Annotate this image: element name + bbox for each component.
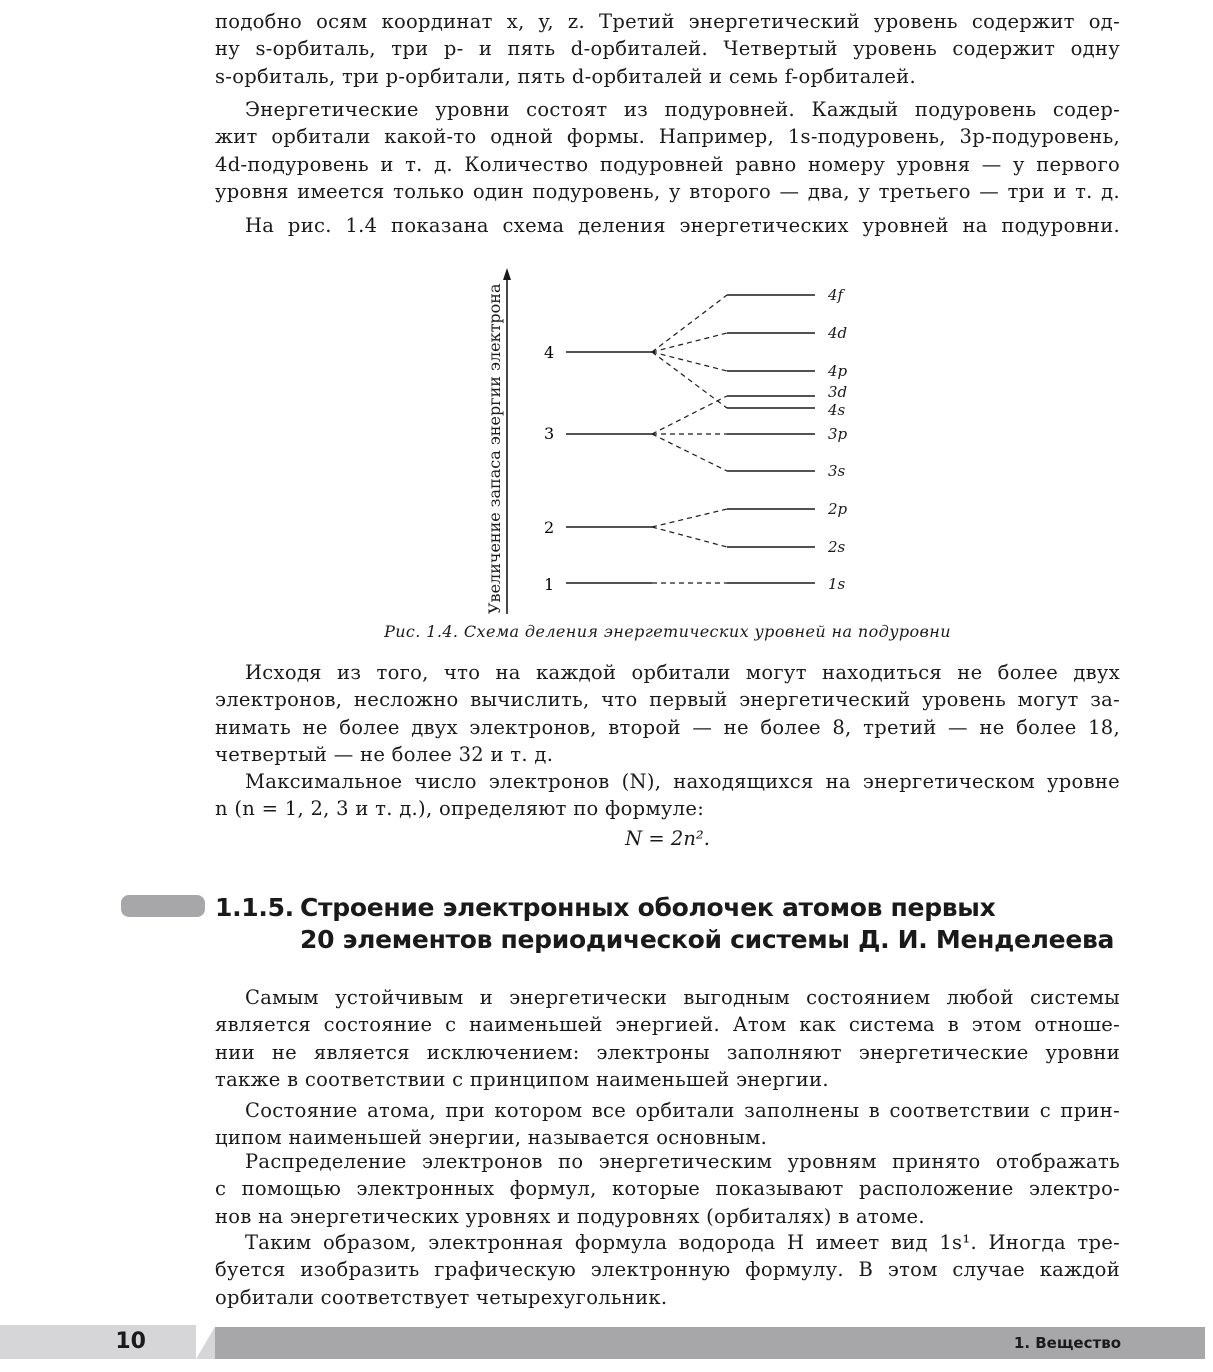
connector-3-3s — [652, 434, 727, 471]
text-line: 4d-подуровень и т. д. Количество подуровней равно номеру уровня — у первого — [215, 152, 1120, 176]
section-number: 1.1.5. — [215, 893, 294, 922]
paragraph-electron-formulas — [215, 1148, 1120, 1230]
section-title-line1: Строение электронных оболочек атомов первых — [300, 893, 996, 922]
energy-level-diagram — [470, 262, 890, 622]
chapter-title: 1. Вещество — [1013, 1334, 1121, 1352]
text-line: уровня имеется только один подуровень, у второго — два, у третьего — три и т. д. — [215, 179, 1120, 203]
paragraph-electron-capacity — [215, 659, 1120, 768]
text-line: нимать не более двух электронов, второй — не более 8, третий — не более 18, — [215, 715, 1120, 739]
level-label-1: 1 — [544, 575, 555, 594]
sublevel-label-2p: 2p — [828, 500, 848, 518]
text-line: Таким образом, электронная формула водорода H имеет вид 1s¹. Иногда тре- — [245, 1231, 1120, 1254]
paragraph-orbitals — [215, 8, 1120, 90]
page-number: 10 — [115, 1329, 146, 1354]
paragraph-max-electrons — [215, 768, 1120, 823]
section-heading — [215, 892, 1195, 956]
level-label-3: 3 — [544, 424, 555, 443]
sublevel-label-4f: 4f — [828, 286, 844, 304]
sublevel-label-3d: 3d — [828, 383, 848, 401]
level-label-4: 4 — [544, 343, 555, 362]
text-line: также в соответствии с принципом наименьшей энергии. — [215, 1067, 829, 1091]
connector-2-2p — [652, 509, 727, 527]
figure-caption: Рис. 1.4. Схема деления энергетических уровней на подуровни — [384, 622, 951, 641]
paragraph-lowest-energy — [215, 984, 1120, 1093]
text-line: с помощью электронных формул, которые показывают расположение электро- — [215, 1177, 1120, 1201]
text-line: нии не является исключением: электроны заполняют энергетические уровни — [215, 1040, 1120, 1064]
connector-3-3d — [652, 396, 727, 434]
text-line: Самым устойчивым и энергетически выгодным состоянием любой системы — [245, 986, 1120, 1009]
text-line: Исходя из того, что на каждой орбитали могут находиться не более двух — [245, 661, 1120, 684]
paragraph-figure-ref — [215, 212, 1120, 239]
sublevel-label-4p: 4p — [828, 362, 848, 380]
text-line: ципом наименьшей энергии, называется основным. — [215, 1126, 768, 1150]
formula — [215, 827, 1120, 850]
connector-4-4d — [652, 333, 727, 352]
text-line: На рис. 1.4 показана схема деления энергетических уровней на подуровни. — [245, 214, 1120, 237]
paragraph-hydrogen — [215, 1229, 1120, 1311]
connector-4-4f — [652, 295, 727, 352]
connector-4-4s — [652, 352, 727, 408]
text-line: четвертый — не более 32 и т. д. — [215, 742, 554, 766]
text-line: жит орбитали какой-то одной формы. Например, 1s-подуровень, 3p-подуровень, — [215, 125, 1120, 149]
sublevel-label-1s: 1s — [828, 575, 846, 593]
paragraph-sublevels — [215, 96, 1120, 205]
sublevel-label-4s: 4s — [828, 401, 846, 419]
text-line: подобно осям координат x, y, z. Третий энергетический уровень содержит од- — [215, 10, 1120, 33]
level-label-2: 2 — [544, 518, 555, 537]
sublevel-label-3p: 3p — [828, 425, 848, 443]
formula-text: N = 2n². — [625, 827, 710, 850]
axis-arrow-icon — [503, 268, 511, 280]
paragraph-ground-state — [215, 1097, 1120, 1152]
text-line: Состояние атома, при котором все орбитали заполнены в соответствии с прин- — [245, 1099, 1120, 1122]
sublevel-label-3s: 3s — [828, 462, 846, 480]
footer-notch — [196, 1325, 216, 1359]
text-line: Энергетические уровни состоят из подуровней. Каждый подуровень содер- — [245, 98, 1120, 121]
text-line: электронов, несложно вычислить, что первый энергетический уровень могут за- — [215, 688, 1120, 712]
text-line: ну s-орбиталь, три p- и пять d-орбиталей. Четвертый уровень содержит одну — [215, 37, 1120, 61]
section-marker — [121, 895, 205, 917]
text-line: нов на энергетических уровнях и подуровнях (орбиталях) в атоме. — [215, 1204, 925, 1228]
text-line: буется изобразить графическую электронную формулу. В этом случае каждой — [215, 1258, 1120, 1282]
text-line: Максимальное число электронов (N), находящихся на энергетическом уровне — [245, 770, 1120, 793]
section-title-line2: 20 элементов периодической системы Д. И. Менделеева — [300, 925, 1115, 954]
text-line: является состояние с наименьшей энергией. Атом как система в этом отноше- — [215, 1013, 1120, 1037]
text-line: Распределение электронов по энергетическим уровням принято отображать — [245, 1150, 1120, 1173]
connector-2-2s — [652, 527, 727, 547]
connector-4-4p — [652, 352, 727, 371]
sublevel-label-4d: 4d — [828, 324, 848, 342]
text-line: n (n = 1, 2, 3 и т. д.), определяют по формуле: — [215, 797, 705, 821]
text-line: s-орбиталь, три p-орбитали, пять d-орбиталей и семь f-орбиталей. — [215, 64, 916, 88]
sublevel-label-2s: 2s — [828, 538, 846, 556]
axis-label: Увеличение запаса энергии электрона — [485, 283, 504, 614]
text-line: орбитали соответствует четырехугольник. — [215, 1285, 668, 1309]
